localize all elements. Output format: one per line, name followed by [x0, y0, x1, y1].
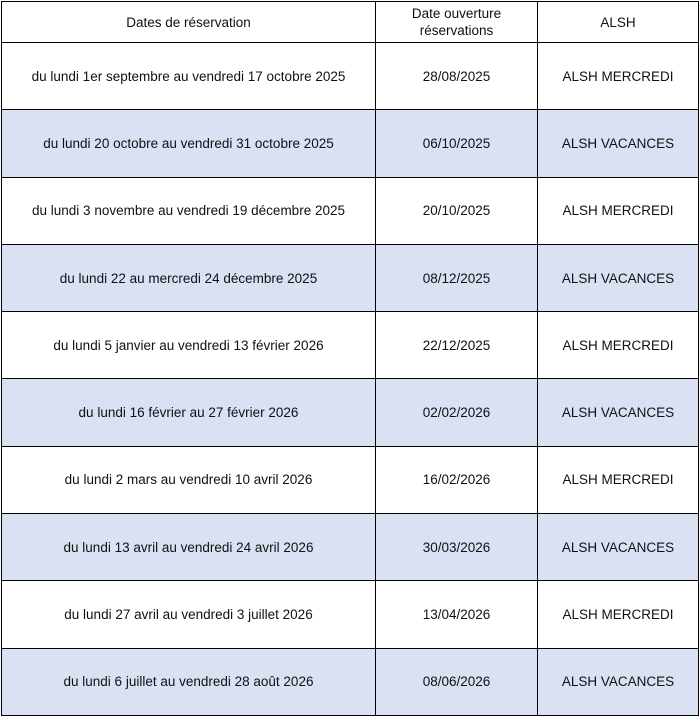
cell-alsh: ALSH VACANCES: [538, 648, 699, 715]
cell-dates: du lundi 16 février au 27 février 2026: [2, 379, 376, 446]
table-row: [2, 244, 699, 311]
cell-alsh: ALSH MERCREDI: [538, 312, 699, 379]
table-header-row: [2, 2, 699, 43]
cell-dates: du lundi 22 au mercredi 24 décembre 2025: [2, 244, 376, 311]
table-row: [2, 177, 699, 244]
table-row: [2, 43, 699, 110]
cell-opening-date: 08/12/2025: [376, 244, 538, 311]
table-row: [2, 648, 699, 715]
cell-dates: du lundi 3 novembre au vendredi 19 décembre 2025: [2, 177, 376, 244]
cell-alsh: ALSH MERCREDI: [538, 43, 699, 110]
cell-dates: du lundi 20 octobre au vendredi 31 octobre 2025: [2, 110, 376, 177]
cell-opening-date: 08/06/2026: [376, 648, 538, 715]
cell-alsh: ALSH MERCREDI: [538, 581, 699, 648]
cell-dates: du lundi 1er septembre au vendredi 17 octobre 2025: [2, 43, 376, 110]
cell-opening-date: 30/03/2026: [376, 514, 538, 581]
header-dates: Dates de réservation: [2, 2, 376, 43]
cell-dates: du lundi 5 janvier au vendredi 13 février 2026: [2, 312, 376, 379]
cell-alsh: ALSH MERCREDI: [538, 177, 699, 244]
cell-opening-date: 20/10/2025: [376, 177, 538, 244]
table-row: [2, 514, 699, 581]
cell-dates: du lundi 27 avril au vendredi 3 juillet 2026: [2, 581, 376, 648]
cell-opening-date: 06/10/2025: [376, 110, 538, 177]
cell-opening-date: 16/02/2026: [376, 446, 538, 513]
header-opening-date: Date ouverture réservations: [376, 2, 538, 43]
cell-alsh: ALSH MERCREDI: [538, 446, 699, 513]
cell-alsh: ALSH VACANCES: [538, 514, 699, 581]
cell-opening-date: 22/12/2025: [376, 312, 538, 379]
cell-opening-date: 02/02/2026: [376, 379, 538, 446]
cell-opening-date: 28/08/2025: [376, 43, 538, 110]
cell-alsh: ALSH VACANCES: [538, 379, 699, 446]
header-alsh: ALSH: [538, 2, 699, 43]
table-row: [2, 446, 699, 513]
table-row: [2, 581, 699, 648]
cell-alsh: ALSH VACANCES: [538, 110, 699, 177]
cell-dates: du lundi 13 avril au vendredi 24 avril 2026: [2, 514, 376, 581]
table-row: [2, 110, 699, 177]
table-row: [2, 312, 699, 379]
cell-alsh: ALSH VACANCES: [538, 244, 699, 311]
reservation-schedule-table: [1, 1, 699, 716]
cell-dates: du lundi 6 juillet au vendredi 28 août 2026: [2, 648, 376, 715]
cell-opening-date: 13/04/2026: [376, 581, 538, 648]
cell-dates: du lundi 2 mars au vendredi 10 avril 2026: [2, 446, 376, 513]
table-row: [2, 379, 699, 446]
